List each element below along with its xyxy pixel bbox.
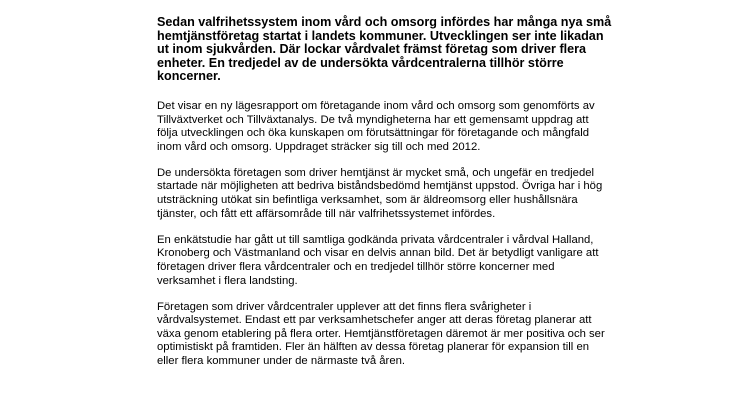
paragraph-line: utsträckning utökat sin befintliga verksamhet, som är äldreomsorg eller hushållsnära	[157, 194, 578, 207]
paragraph-line: tjänster, och fått ett affärsområde till när valfrihetssystemet infördes.	[157, 207, 496, 220]
body-paragraph-1	[157, 100, 677, 154]
paragraph-line: vårdvalsystemet. Endast ett par verksamhetschefer anger att deras företag planerar att	[157, 314, 592, 327]
paragraph-line: verksamhet i flera landsting.	[157, 274, 298, 287]
paragraph-line: Det visar en ny lägesrapport om företagande inom vård och omsorg som genomförts av	[157, 99, 595, 112]
paragraph-line: En enkätstudie har gått ut till samtliga godkända privata vårdcentraler i vårdval Halland,	[157, 233, 594, 246]
paragraph-line: inom vård och omsorg. Uppdraget sträcker sig till och med 2012.	[157, 140, 481, 153]
paragraph-line: företagen driver flera vårdcentraler och en tredjedel tillhör större koncerner med	[157, 260, 555, 273]
body-paragraph-4	[157, 301, 677, 369]
paragraph-line: Kronoberg och Västmanland och visar en delvis annan bild. Det är betydligt vanligare att	[157, 247, 599, 260]
paragraph-line: eller flera kommuner under de närmaste två åren.	[157, 354, 406, 367]
paragraph-line: optimistiskt på framtiden. Fler än hälften av dessa företag planerar för expansion till en	[157, 341, 590, 354]
lead-line: enheter. En tredjedel av de undersökta vårdcentralerna tillhör större	[157, 55, 564, 70]
body-paragraph-3	[157, 234, 677, 288]
lead-line: Sedan valfrihetssystem inom vård och omsorg infördes har många nya små	[157, 15, 612, 29]
paragraph-line: växa genom etablering på flera orter. Hemtjänstföretagen däremot är mer positiva och ser	[157, 327, 605, 340]
body-paragraph-2	[157, 167, 677, 221]
paragraph-line: Företagen som driver vårdcentraler upplever att det finns flera svårigheter i	[157, 300, 532, 313]
paragraph-line: Tillväxtverket och Tillväxtanalys. De två myndigheterna har ett gemensamt uppdrag att	[157, 113, 589, 126]
paragraph-line: följa utvecklingen och öka kunskapen om förutsättningar för företagande och mångfald	[157, 127, 590, 140]
lead-line: koncerner.	[157, 69, 221, 84]
paragraph-line: De undersökta företagen som driver hemtjänst är mycket små, och ungefär en tredjedel	[157, 166, 595, 179]
lead-line: ut inom sjukvården. Där lockar vårdvalet främst företag som driver flera	[157, 42, 587, 57]
document-page	[157, 16, 677, 381]
paragraph-line: startade när möjligheten att bedriva biståndsbedömd hemtjänst uppstod. Övriga har i hög	[157, 180, 603, 193]
lead-line: hemtjänstföretag startat i landets kommuner. Utvecklingen ser inte likadan	[157, 28, 604, 43]
lead-paragraph	[157, 16, 677, 84]
